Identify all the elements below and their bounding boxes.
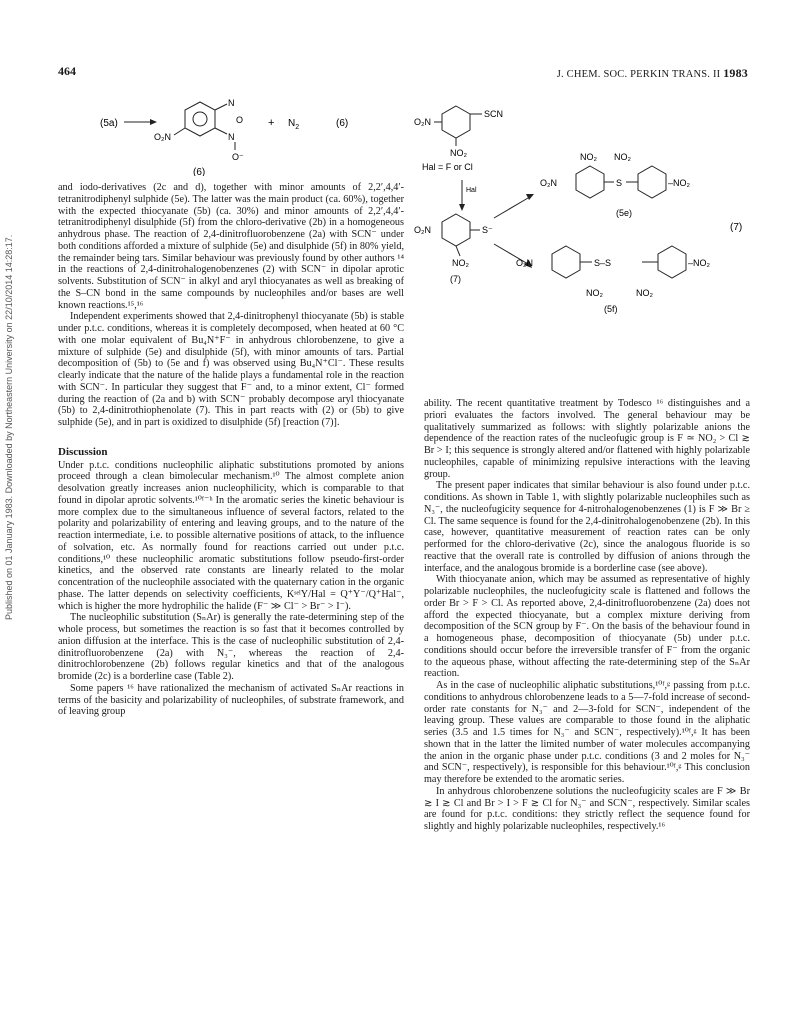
scheme6-atom-n2: N — [228, 132, 235, 142]
atom-o2n: O₂N — [414, 225, 431, 235]
atom-no2: –NO₂ — [668, 178, 690, 188]
paragraph: Some papers ¹⁶ have rationalized the mechanism of activated SₙAr reactions in terms of the basicity and polarizability of nucleophiles, of substrate framework, and of leaving group — [58, 682, 404, 718]
ring-5e-left — [576, 166, 604, 198]
paragraph: With thiocyanate anion, which may be assumed as representative of highly polarizable nucleophiles, the nucleofugicity scale is flattened and follows the order Br > F > Cl. As reported above, 2,4-dinitrofluorobenzene (2a) does not afford the expected thiocyanate, but a complex mixture deriving from decomposition of the SCN group by F⁻. On the basis of the behaviour found in a homogeneous phase, decomposition of thiocyanate (5b) under p.t.c. conditions should occur before the irreversible transfer of F⁻ from the organic to the aqueous phase, without affecting the rate-determining step of the SₙAr reaction. — [424, 574, 750, 680]
atom-s-s: S–S — [594, 258, 612, 268]
atom-scn: SCN — [484, 109, 504, 119]
journal-header — [557, 66, 748, 81]
n2-sub: 2 — [295, 124, 300, 131]
journal-name: J. CHEM. SOC. PERKIN TRANS. II — [556, 69, 721, 80]
scheme6-atom-ominus: O⁻ — [232, 152, 244, 162]
discussion-heading: Discussion — [58, 445, 108, 458]
ring-thiolate — [442, 214, 470, 246]
download-sidebar — [0, 0, 14, 1032]
scheme6-atom-n1: N — [228, 98, 235, 108]
scheme7-label-7: (7) — [450, 274, 461, 284]
scheme7-label-5f: (5f) — [604, 304, 618, 314]
scheme6-reactant: (5a) — [100, 118, 118, 129]
atom-o2n: O₂N — [414, 117, 431, 127]
atom-no2: NO₂ — [450, 148, 467, 158]
paragraph: The present paper indicates that similar behaviour is also found under p.t.c. conditions. As shown in Table 1, with slightly polarizable nucleophiles such as N₃⁻, the nucleofugicity sequence for 4-nitrohalogenobenzenes (1) is F ≫ Br ≥ Cl. The same sequence is found for the 2,4-dinitrohalogenobenzene (2b). In this case, however, quantitative measurement of reaction rates can be only performed for the chloro-derivative (2c), since the analogous fluoride is so reactive that the overall rate is controlled by diffusion of anions through the interface, and the analogous bromide is a borderline case (see above). — [424, 480, 750, 574]
scheme-6 — [90, 80, 390, 176]
scheme6-plus: + — [268, 117, 275, 129]
arrow-icon — [124, 119, 157, 125]
right-column — [424, 398, 750, 833]
atom-o2n: O₂N — [516, 258, 533, 268]
scheme7-hal-reagent: Hal — [466, 187, 477, 194]
paragraph: and iodo-derivatives (2c and d), together with minor amounts of 2,2′,4,4′-tetranitrodiphenyl sulphide (5e). The latter was the main product (ca. 60%), together with the expected thiocyanate (5b) (ca. 30%) and minor amounts of 2,2′,4,4′-tetranitrodiphenyl disulphide (5f) from the chloro-derivative (2b) in a homogeneous anhydrous phase. The reaction of 2,4-dinitrofluorobenzene (2a) with SCN⁻ under both conditions afforded a mixture of sulphide (5e) and disulphide (5f) in 80% yield, the remainder being tars. Similar behaviour was previously found by other authors ¹⁴ in the reactions of 2,4-dinitrohalogenobenzenes (2) with SCN⁻ in dipolar aprotic solvents. Substitution of SCN⁻ in alkyl and aryl thiocyanates as well as breaking of the S–CN bond in the same compounds by nucleophiles and/or bases are well known reactions.¹⁵,¹⁶ — [58, 182, 404, 311]
paragraph: ability. The recent quantitative treatment by Todesco ¹⁶ distinguishes and a priori evaluates the factors involved. The general behaviour may be qualitatively summarized as follows: with slightly polarizable anions the dependence of the reaction rates of the nucleofugic group is F ≃ NO₂ > Cl ≳ Br > I; this sequence is strongly altered and/or flattened with highly polarizable nucleophiles, capable of minimizing repulsive interactions with the leaving group. — [424, 398, 750, 480]
scheme6-product-label: (6) — [193, 167, 206, 176]
ring-5f-right — [658, 246, 686, 278]
paragraph: Independent experiments showed that 2,4-dinitrophenyl thiocyanate (5b) is stable under p.t.c. conditions, whereas it is completely decomposed, when heated at 60 °C with one molar equivalent of Bu₄N⁺F⁻ in anhydrous chlorobenzene, to give a mixture of sulphide (5e) and disulphide (5f), with minor amounts of tars. Partial decomposition of (5b) to (5e and f) was observed using Bu₄N⁺Cl⁻. These results clearly indicate that the nature of the halide plays a fundamental role in the reaction with SCN⁻. In particular they suggest that F⁻ and, to a minor extent, Cl⁻ formed during the reaction of (2a and b) with SCN⁻ probably decompose aryl thiocyanate (5b) to 2,4-dinitrothiophenolate (7). This in part reacts with (2) or (5b) to give sulphide (5e), and in part is oxidized to disulphide (5f) [reaction (7)]. — [58, 311, 404, 428]
ring-top — [442, 106, 470, 138]
atom-no2: NO₂ — [580, 152, 597, 162]
scheme6-eq-no: (6) — [336, 118, 349, 129]
scheme6-atom-no2: O₂N — [154, 132, 171, 142]
paragraph: In anhydrous chlorobenzene solutions the nucleofugicity scales are F ≫ Br ≳ I ≳ Cl and Br > I > F ≳ Cl for N₃⁻ and SCN⁻, respectively. Similar scales are found for p.t.c. conditions: they strictly reflect the sequence found for slightly and highly polarizable nucleophiles, respectively.¹⁶ — [424, 785, 750, 832]
paragraph: The nucleophilic substitution (SₙAr) is generally the rate-determining step of the whole process, but sometimes the reaction is so fast that it becomes controlled by anion diffusion at the interface. This is the case of nucleophilic substitution of 2,4-dinitrofluorobenzene (2a) with N₃⁻, whereas the reaction of 2,4-dinitrochlorobenzene (2b) follows regular kinetics and that of the analogous bromide (2c) is a borderline case (Table 2). — [58, 612, 404, 682]
page-number: 464 — [58, 64, 76, 78]
scheme6-atom-o: O — [236, 115, 244, 125]
ring-5f-left — [552, 246, 580, 278]
paragraph: Under p.t.c. conditions nucleophilic aliphatic substitutions promoted by anions proceed through a clean bimolecular mechanism.¹⁰ The almost complete anion desolvation greatly increases anion nucleophilicity, which is comparable to that found in dipolar aprotic solvents.¹⁰ᶠ⁻ʰ In the aromatic series the kinetic behaviour is more complex due to the simultaneous influence of several factors, related to the polarity and polarizability of entering and leaving groups, and to the nature of the reaction intermediate, i.e. to possible alternative positions of attack, to the influence of solvation, etc. As normally found for reactions carried out under p.t.c. conditions,¹⁰ these nucleophilic aromatic substitutions follow pseudo-first-order kinetics, and the observed rate constants are linearly related to the molar concentration of the nucleophile associated with the quaternary cation in the organic phase. The latter depends on selectivity coefficients, KˢᵉˡY/Hal = Q⁺Y⁻/Q⁺Hal⁻, which is higher the more hydrophilic the halide (F⁻ ≫ Cl⁻ > Br⁻ > I⁻). — [58, 459, 404, 612]
left-column — [58, 182, 404, 718]
atom-s: S — [616, 178, 623, 188]
benzoxadiazole-structure — [174, 102, 235, 150]
atom-no2: NO₂ — [636, 288, 653, 298]
arrow-icon — [459, 180, 465, 211]
scheme-7 — [410, 96, 760, 336]
journal-year: 1983 — [723, 66, 748, 80]
atom-no2: NO₂ — [586, 288, 603, 298]
atom-no2: NO₂ — [614, 152, 631, 162]
atom-o2n: O₂N — [540, 178, 557, 188]
n2-main: N — [288, 118, 296, 129]
ring-5e-right — [638, 166, 666, 198]
scheme7-hal-line: Hal = F or Cl — [422, 162, 473, 172]
scheme7-eq-no: (7) — [730, 222, 743, 233]
atom-no2: –NO₂ — [688, 258, 710, 268]
scheme6-n2 — [288, 118, 299, 131]
download-notice: Published on 01 January 1983. Downloaded by Northeastern University on 22/10/2014 14:28:17. — [4, 234, 14, 620]
scheme7-label-5e: (5e) — [616, 208, 633, 218]
atom-s-minus: S⁻ — [482, 225, 493, 235]
arrow-icon — [494, 194, 534, 218]
atom-no2: NO₂ — [452, 258, 469, 268]
paragraph: As in the case of nucleophilic aliphatic substitutions,¹⁰ᶠ,ᵍ passing from p.t.c. conditions to anhydrous chlorobenzene leads to a 5—7-fold increase of second-order rate constants for N₃⁻ and 2—3-fold for SCN⁻, independent of the leaving group. These values are comparable to those found in the aliphatic series (3.5 and 1.5 times for N₃⁻ and SCN⁻, respectively).¹⁰ᶠ,ᵍ It has been shown that in the latter the limited number of water molecules accompanying the anion in the organic phase under p.t.c. conditions (3 and 2 moles for N₃⁻ and SCN⁻, respectively), is responsible for this behaviour.¹⁰ᶠ,ᵍ This conclusion may therefore be extended to the aromatic series. — [424, 680, 750, 785]
